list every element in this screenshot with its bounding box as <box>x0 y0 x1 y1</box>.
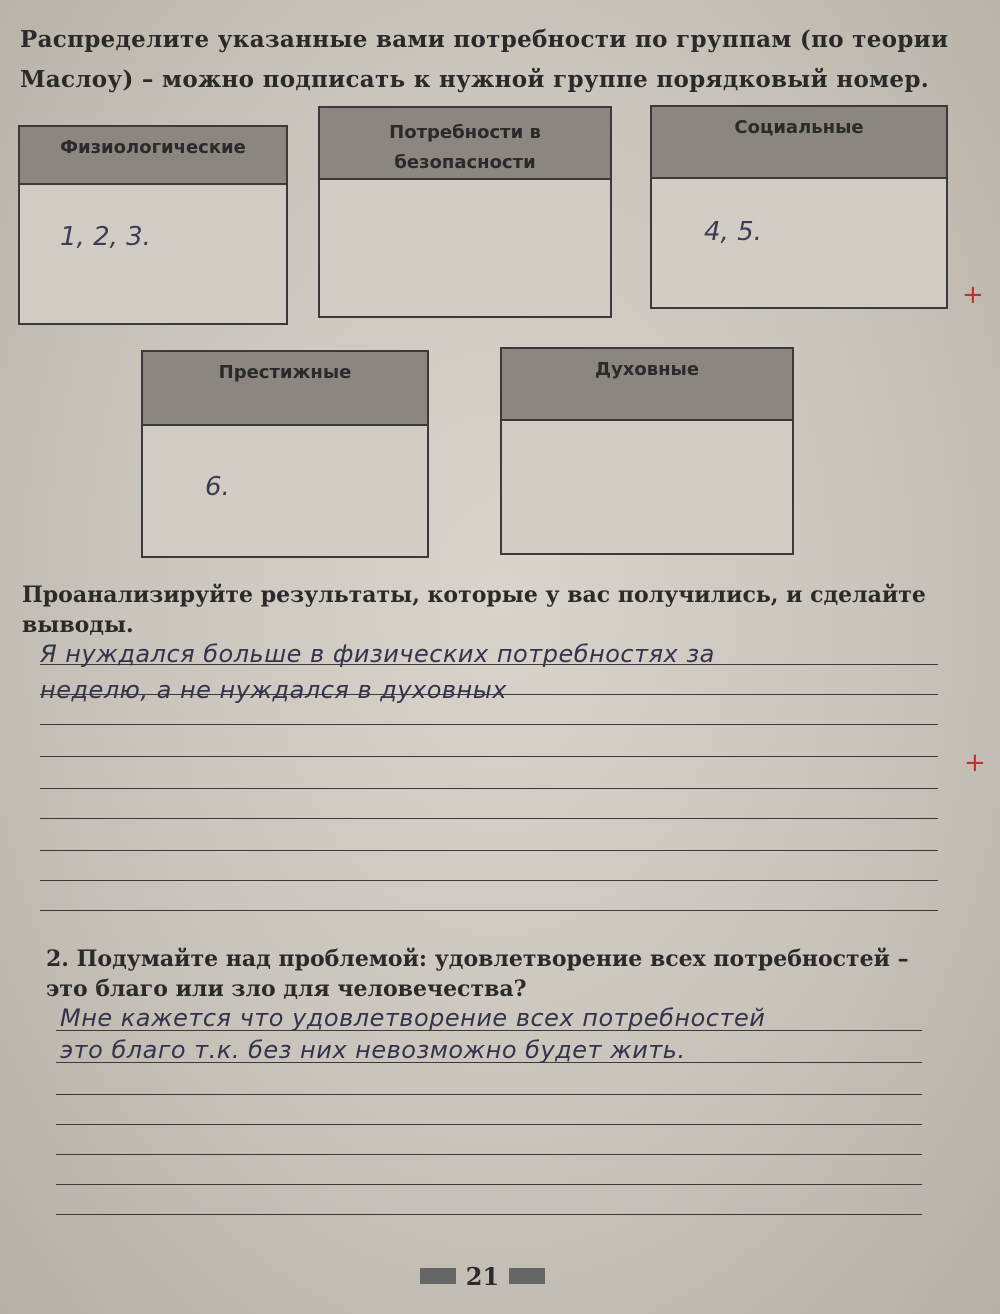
handwritten-answer-line: это благо т.к. без них невозможно будет жить. <box>60 1036 686 1064</box>
answer-line <box>56 1062 922 1063</box>
answer-line <box>40 756 938 757</box>
answer-line <box>40 664 938 665</box>
analysis-prompt: Проанализируйте результаты, которые у вас получились, и сделайте выводы. <box>22 582 926 638</box>
answer-line <box>40 818 938 819</box>
answer-line <box>40 788 938 789</box>
answer-line <box>40 694 938 695</box>
answer-line <box>40 910 938 911</box>
group-answer: 6. <box>205 472 230 502</box>
group-box-physiological <box>18 125 288 325</box>
group-title: Духовные <box>502 349 792 421</box>
page-number-bar-right <box>509 1268 545 1284</box>
group-box-prestige <box>141 350 429 558</box>
answer-line <box>40 850 938 851</box>
group-title: Потребности в безопасности <box>320 108 610 180</box>
answer-line <box>56 1124 922 1125</box>
teacher-check-mark: + <box>962 280 984 310</box>
group-title: Престижные <box>143 352 427 426</box>
page-number-bar-left <box>420 1268 456 1284</box>
instruction-text: Распределите указанные вами потребности по группам (по теории Маслоу) – можно подписать к нужной группе порядковый номер. <box>20 26 949 93</box>
group-answer: 1, 2, 3. <box>60 222 151 252</box>
answer-line <box>56 1154 922 1155</box>
answer-line <box>56 1030 922 1031</box>
group-box-safety <box>318 106 612 318</box>
task2-prompt: 2. Подумайте над проблемой: удовлетворение всех потребностей – это благо или зло для человечества? <box>46 946 909 1002</box>
group-answer: 4, 5. <box>704 217 762 247</box>
answer-line <box>40 880 938 881</box>
answer-line <box>56 1214 922 1215</box>
group-box-social <box>650 105 948 309</box>
teacher-check-mark: + <box>964 748 986 778</box>
group-title: Физиологические <box>20 127 286 185</box>
page-number: 21 <box>465 1261 500 1291</box>
page-number-footer <box>420 1262 545 1290</box>
answer-line <box>56 1094 922 1095</box>
handwritten-answer-line: Мне кажется что удовлетворение всех потребностей <box>60 1004 766 1032</box>
answer-line <box>56 1184 922 1185</box>
group-title: Социальные <box>652 107 946 179</box>
handwritten-answer-line: Я нуждался больше в физических потребностях за <box>40 640 715 668</box>
handwritten-answer-line: неделю, а не нуждался в духовных <box>40 676 507 704</box>
group-box-spiritual <box>500 347 794 555</box>
answer-line <box>40 724 938 725</box>
